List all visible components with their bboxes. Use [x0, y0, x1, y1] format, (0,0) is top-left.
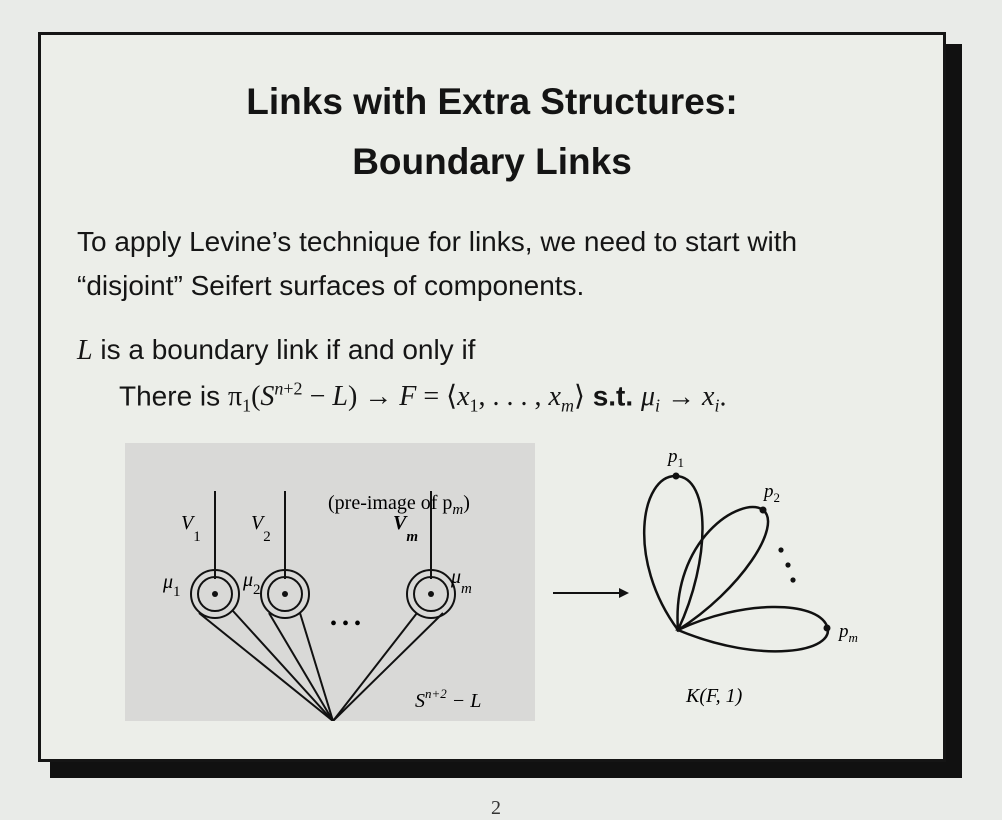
condition-prefix: There is: [119, 380, 228, 412]
meridian-label-2: $\mu_2$: [243, 569, 261, 598]
meridian-map-formula: $\mu_i \to x_i$.: [640, 381, 727, 416]
knot-point-1: [212, 591, 218, 597]
knot-point-2: [282, 591, 288, 597]
link-symbol: L: [77, 335, 93, 366]
ellipsis-dot-3: [790, 577, 795, 582]
point-pm: [824, 625, 831, 632]
ellipsis-dots: • • •: [330, 613, 362, 635]
label-pm: $p_m$: [839, 621, 858, 645]
condition-formula: $\pi_1(S^{n+2} - L) \to F$ = $⟨x_1$, . . . , $x_m⟩$: [227, 379, 585, 416]
complement-label: $S^{n+2} - L$: [415, 686, 482, 712]
point-p2: [760, 507, 767, 514]
surface-label-1: $V_1$: [181, 512, 201, 545]
preimage-label: (pre-image of $p_m$): [328, 492, 470, 518]
definition-line: [77, 336, 475, 365]
label-p2: $p_2$: [764, 481, 780, 505]
label-p1: $p_1$: [668, 446, 684, 470]
slide-title-line2: Boundary Links: [352, 141, 632, 182]
map-arrow: [551, 583, 631, 603]
point-p1: [673, 473, 680, 480]
seifert-surfaces-diagram: [125, 443, 535, 721]
wedge-of-circles-diagram: [631, 440, 931, 730]
surface-label-m: $V_m$: [393, 512, 419, 545]
page-number: 2: [491, 797, 501, 819]
condition-line: [119, 380, 726, 415]
slide: [38, 32, 946, 762]
intro-line2: “disjoint” Seifert surfaces of components.: [77, 270, 585, 301]
meridian-label-m: $\mu_m$: [451, 566, 472, 597]
such-that: s.t.: [592, 380, 634, 412]
definition-text: is a boundary link if and only if: [92, 334, 476, 365]
meridian-label-1: $\mu_1$: [163, 571, 181, 600]
intro-line1: To apply Levine’s technique for links, we need to start with: [77, 226, 798, 257]
classifying-space-caption: K(F, 1): [686, 685, 743, 707]
ellipsis-dot-2: [785, 562, 790, 567]
knot-point-m: [428, 591, 434, 597]
slide-title-line1: Links with Extra Structures:: [246, 81, 738, 122]
surface-label-2: $V_2$: [251, 512, 271, 545]
ellipsis-dot-1: [778, 547, 783, 552]
